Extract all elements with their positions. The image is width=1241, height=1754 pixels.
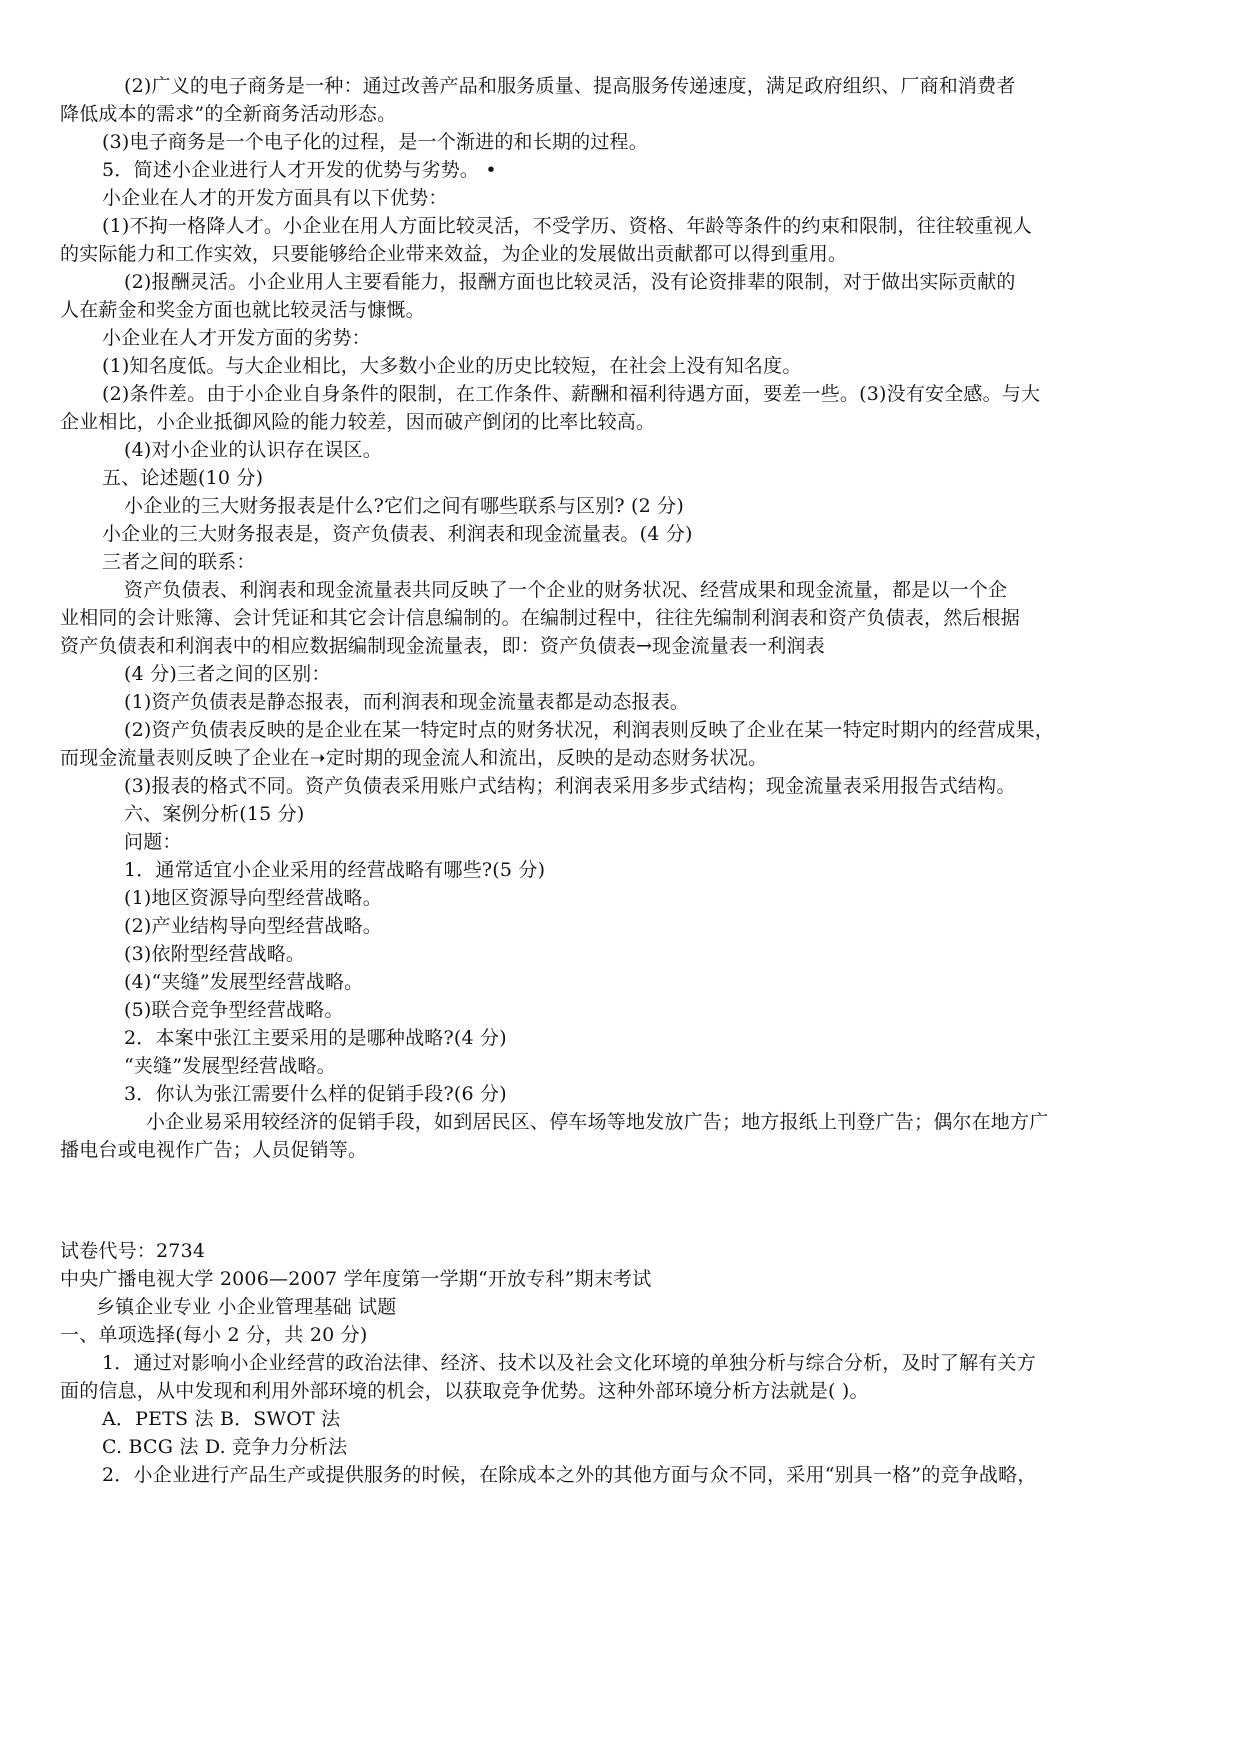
text-line: 六、案例分析(15 分) xyxy=(124,803,305,825)
text-line: 小企业的三大财务报表是，资产负债表、利润表和现金流量表。(4 分) xyxy=(102,523,693,545)
text-line: 小企业易采用较经济的促销手段，如到居民区、停车场等地发放广告；地方报纸上刊登广告；偶尔在地方广 xyxy=(146,1111,1049,1133)
text-line: (1)资产负债表是静态报表，而利润表和现金流量表都是动态报表。 xyxy=(124,691,690,713)
text-line: 小企业的三大财务报表是什么?它们之间有哪些联系与区别? (2 分) xyxy=(124,495,684,517)
text-line: (1)不拘一格降人才。小企业在用人方面比较灵活，不受学历、资格、年龄等条件的约束和限制，往往较重视人 xyxy=(102,215,1032,237)
text-line: (3)报表的格式不同。资产负债表采用账户式结构；利润表采用多步式结构；现金流量表采用报告式结构。 xyxy=(124,775,1016,797)
text-line: 而现金流量表则反映了企业在➝定时期的现金流人和流出，反映的是动态财务状况。 xyxy=(60,747,768,769)
text-line: 的实际能力和工作实效，只要能够给企业带来效益，为企业的发展做出贡献都可以得到重用。 xyxy=(60,243,848,265)
exam-text-line: A．PETS 法 B．SWOT 法 xyxy=(102,1408,341,1430)
text-line: (1)知名度低。与大企业相比，大多数小企业的历史比较短，在社会上没有知名度。 xyxy=(102,355,802,377)
text-line: 2．本案中张江主要采用的是哪种战略?(4 分) xyxy=(124,1027,507,1049)
text-line: 人在薪金和奖金方面也就比较灵活与慷慨。 xyxy=(60,299,425,321)
text-line: 业相同的会计账簿、会计凭证和其它会计信息编制的。在编制过程中，往往先编制利润表和资产负债表，然后根据 xyxy=(60,607,1021,629)
answer-section xyxy=(60,72,1175,1164)
text-line: (4)对小企业的认识存在误区。 xyxy=(124,439,382,461)
text-line: 小企业在人才的开发方面具有以下优势： xyxy=(102,187,448,209)
exam-text-line: 试卷代号：2734 xyxy=(60,1240,206,1262)
text-line: 5．简述小企业进行人才开发的优势与劣势。 • xyxy=(102,159,497,181)
text-line: 播电台或电视作广告；人员促销等。 xyxy=(60,1139,368,1161)
exam-text-line: 2．小企业进行产品生产或提供服务的时候，在除成本之外的其他方面与众不同，采用“别具一格”的竞争战略， xyxy=(102,1464,1037,1486)
text-line: (3)电子商务是一个电子化的过程，是一个渐进的和长期的过程。 xyxy=(102,131,648,153)
text-line: (3)依附型经营战略。 xyxy=(124,943,306,965)
text-line: (4 分)三者之间的区别： xyxy=(124,663,331,685)
text-line: 问题： xyxy=(124,831,182,853)
text-line: (2)产业结构导向型经营战略。 xyxy=(124,915,382,937)
exam-text-line: 中央广播电视大学 2006—2007 学年度第一学期“开放专科”期末考试 xyxy=(60,1268,652,1290)
text-line: (5)联合竞争型经营战略。 xyxy=(124,999,344,1021)
text-line: “夹缝”发展型经营战略。 xyxy=(124,1055,336,1077)
text-line: (2)报酬灵活。小企业用人主要看能力，报酬方面也比较灵活，没有论资排辈的限制，对于做出实际贡献的 xyxy=(124,271,1016,293)
text-line: (1)地区资源导向型经营战略。 xyxy=(124,887,382,909)
exam-text-line: 乡镇企业专业 小企业管理基础 试题 xyxy=(96,1296,397,1318)
text-line: (2)资产负债表反映的是企业在某一特定时点的财务状况，利润表则反映了企业在某一特定时期内的经营成果， xyxy=(124,719,1054,741)
text-line: 3．你认为张江需要什么样的促销手段?(6 分) xyxy=(124,1083,507,1105)
text-line: (4)“夹缝”发展型经营战略。 xyxy=(124,971,364,993)
exam-text-line: 1．通过对影响小企业经营的政治法律、经济、技术以及社会文化环境的单独分析与综合分析，及时了解有关方 xyxy=(102,1352,1036,1374)
text-line: 三者之间的联系： xyxy=(102,551,256,573)
exam-paper-header xyxy=(60,1237,1175,1489)
text-line: 资产负债表、利润表和现金流量表共同反映了一个企业的财务状况、经营成果和现金流量，都是以一个企 xyxy=(124,579,1008,601)
text-line: 小企业在人才开发方面的劣势： xyxy=(102,327,371,349)
exam-text-line: C. BCG 法 D. 竞争力分析法 xyxy=(102,1436,348,1458)
exam-text-line: 面的信息，从中发现和利用外部环境的机会，以获取竞争优势。这种外部环境分析方法就是( )。 xyxy=(60,1380,869,1402)
text-line: 企业相比，小企业抵御风险的能力较差，因而破产倒闭的比率比较高。 xyxy=(60,411,656,433)
text-line: 降低成本的需求”的全新商务活动形态。 xyxy=(60,103,397,125)
text-line: 1．通常适宜小企业采用的经营战略有哪些?(5 分) xyxy=(124,859,546,881)
text-line: (2)条件差。由于小企业自身条件的限制，在工作条件、薪酬和福利待遇方面，要差一些。(3)没有安全感。与大 xyxy=(102,383,1041,405)
text-line: 资产负债表和利润表中的相应数据编制现金流量表，即：资产负债表→现金流量表一利润表 xyxy=(60,635,825,657)
text-line: (2)广义的电子商务是一种：通过改善产品和服务质量、提高服务传递速度，满足政府组织、厂商和消费者 xyxy=(124,75,1016,97)
exam-text-line: 一、单项选择(每小 2 分，共 20 分) xyxy=(60,1324,368,1346)
text-line: 五、论述题(10 分) xyxy=(102,467,264,489)
